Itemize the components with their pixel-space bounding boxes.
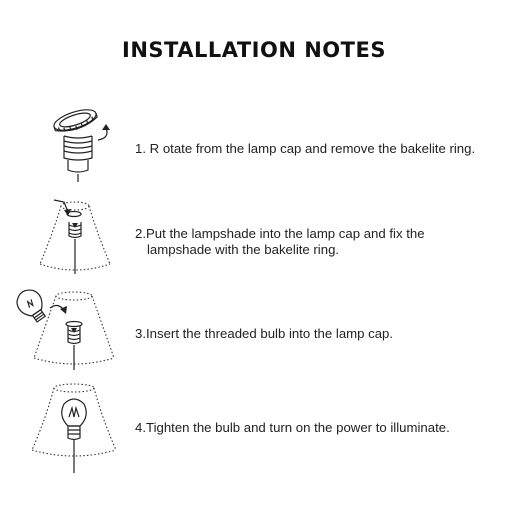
insert-bulb-icon: [0, 284, 130, 374]
step-4-text: 4.Tighten the bulb and turn on the power to illuminate.: [135, 420, 450, 435]
step-4: [0, 378, 508, 478]
step-2-text-line2: lampshade with the bakelite ring.: [147, 242, 340, 257]
step-1: [0, 100, 508, 190]
illuminate-icon: [0, 378, 130, 478]
step-2: [0, 190, 508, 280]
step-3: [0, 284, 508, 374]
page-title: INSTALLATION NOTES: [122, 38, 386, 62]
lampshade-fix-icon: [0, 190, 130, 280]
lamp-cap-remove-ring-icon: [0, 100, 130, 190]
step-1-text: 1. R otate from the lamp cap and remove the bakelite ring.: [135, 141, 476, 156]
step-3-text: 3.Insert the threaded bulb into the lamp cap.: [135, 326, 394, 341]
step-2-text-line1: 2.Put the lampshade into the lamp cap and fix the: [135, 226, 425, 241]
